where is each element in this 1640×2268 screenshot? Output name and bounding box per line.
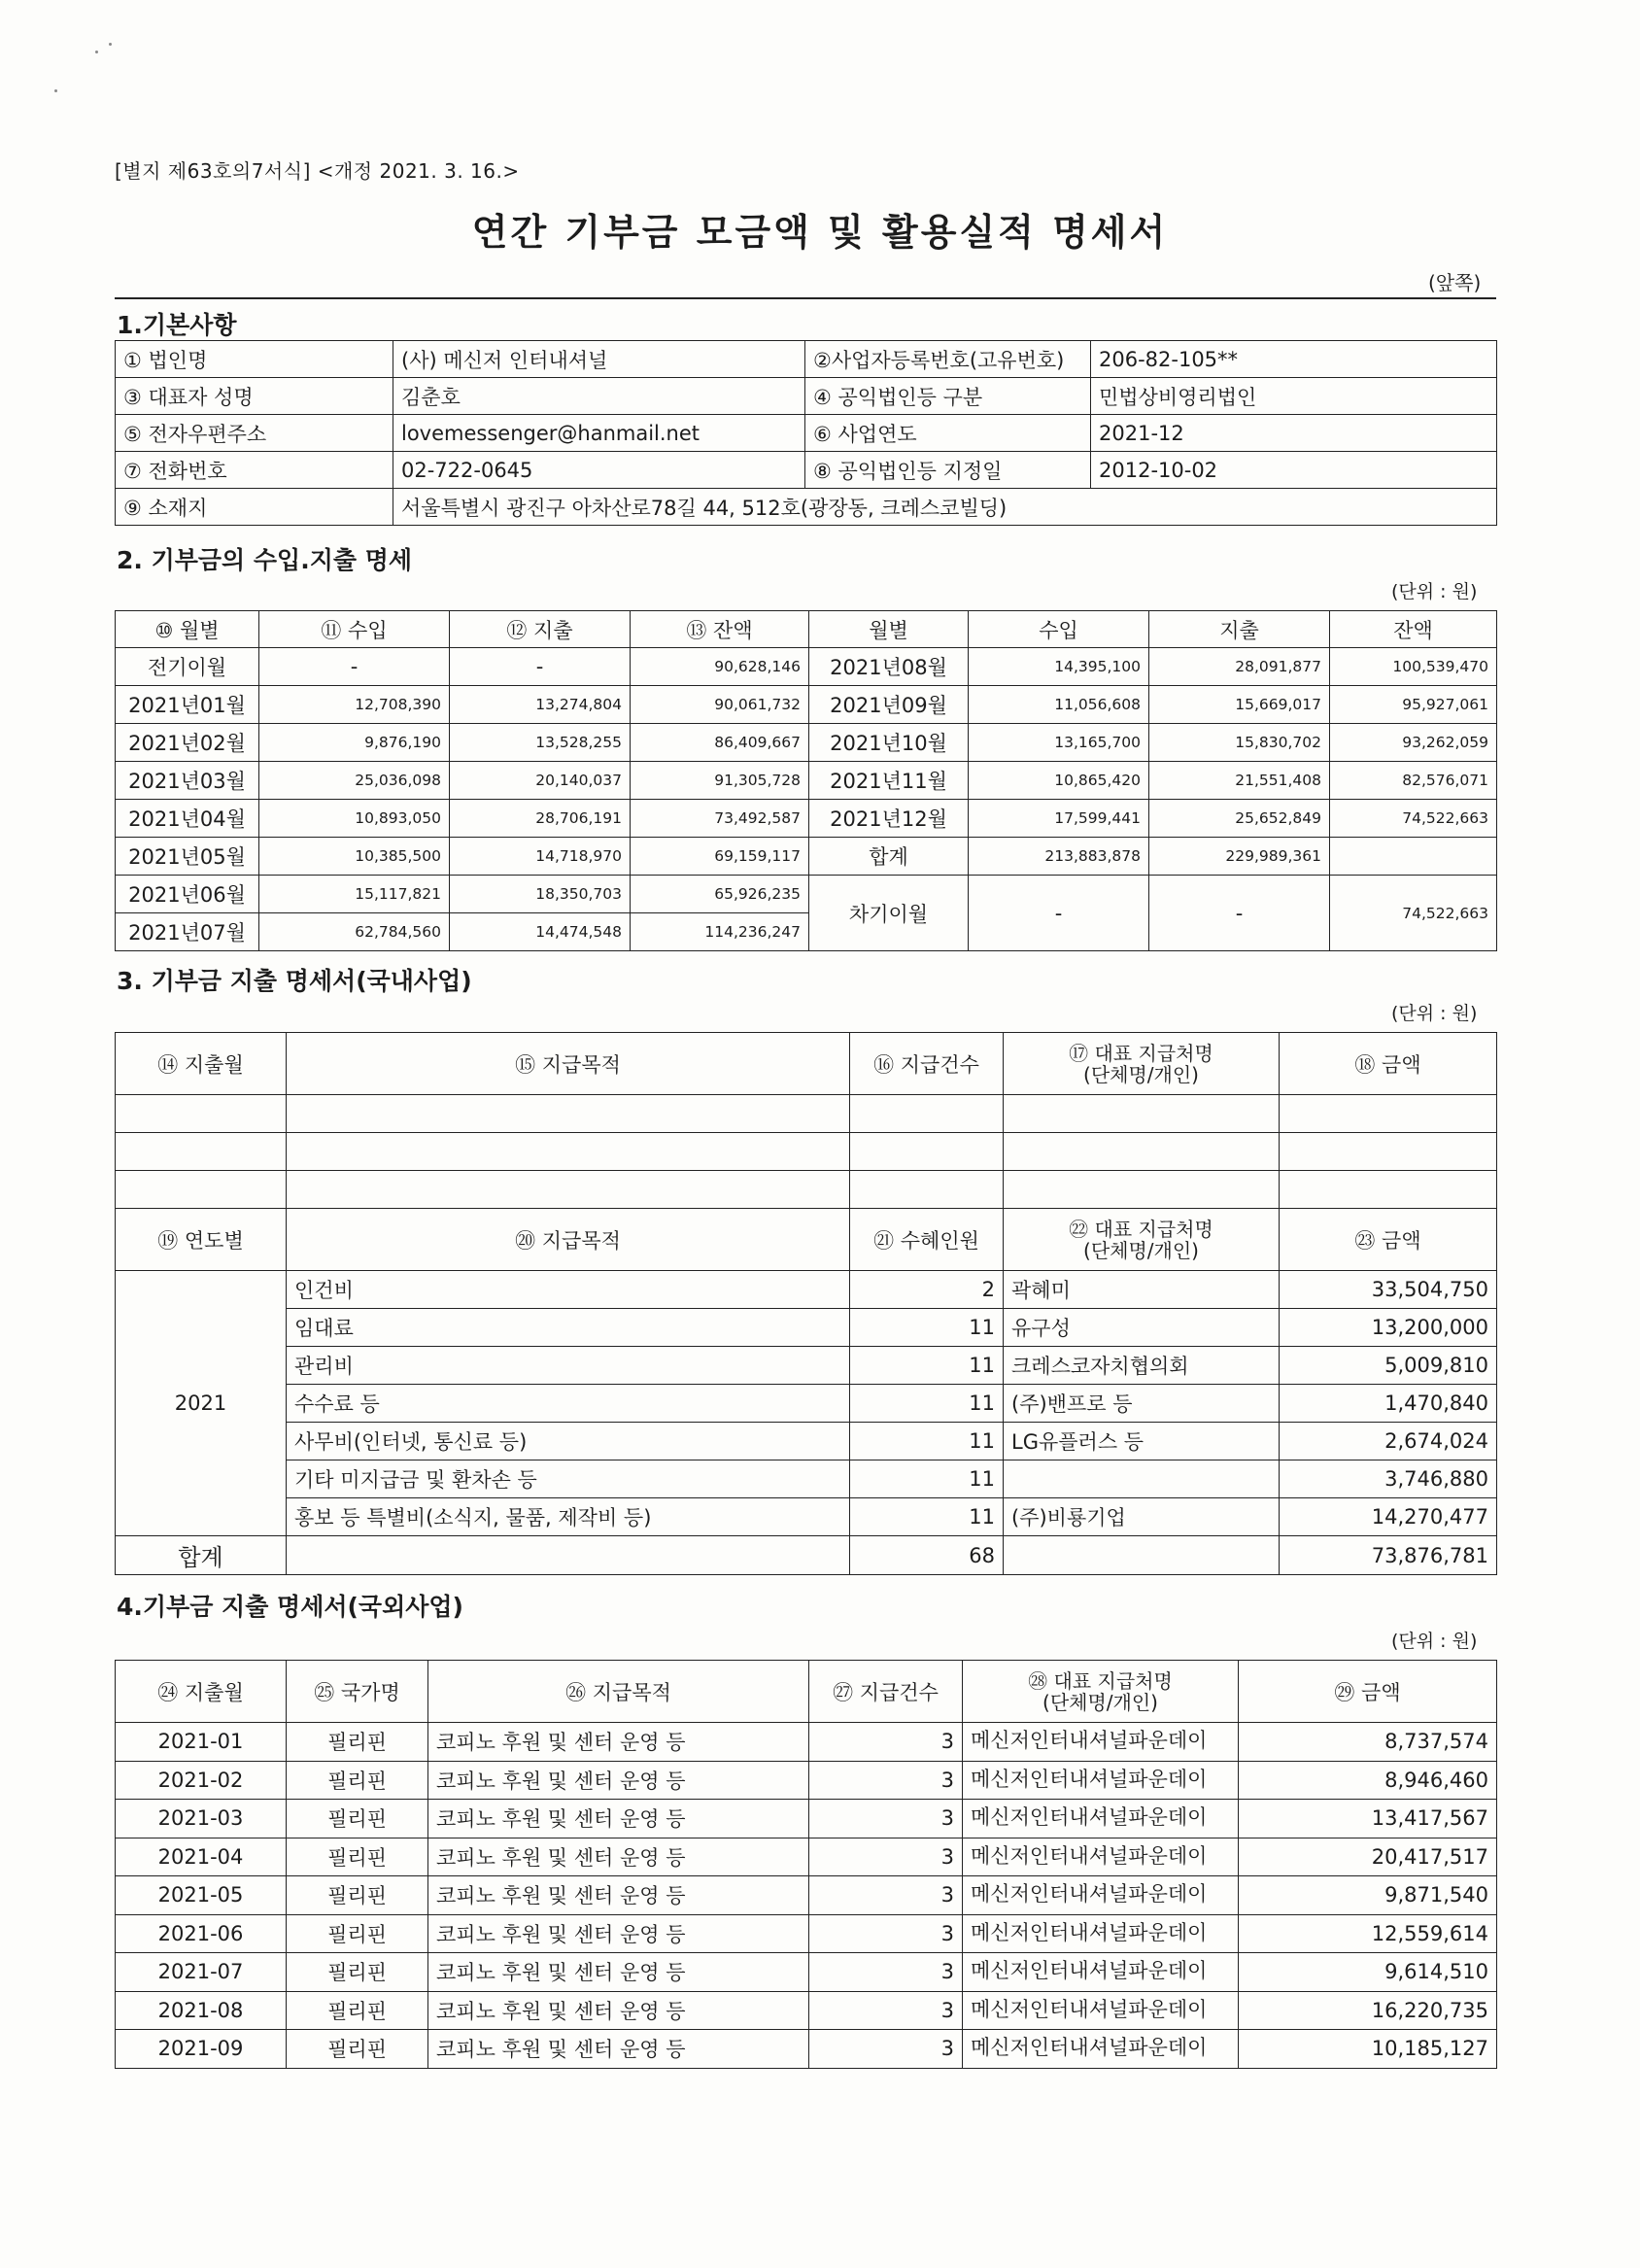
column-header-line2: (단체명/개인) (1083, 1062, 1199, 1086)
column-header: ⑲ 연도별 (116, 1209, 287, 1271)
count-cell: 3 (809, 1953, 963, 1992)
domestic-row (116, 1460, 1497, 1498)
domestic-row (116, 1347, 1497, 1385)
empty-row (116, 1133, 1497, 1171)
overseas-row (116, 1991, 1497, 2030)
empty-cell (1280, 1171, 1497, 1209)
balance-cell: 90,061,732 (631, 686, 809, 724)
expense-cell: 14,474,548 (450, 913, 631, 951)
empty-row (116, 1095, 1497, 1133)
balance-cell: 93,262,059 (1330, 724, 1497, 762)
payee-cell: 메신저인터내셔널파운데이 (963, 1953, 1239, 1992)
income-expense-table (115, 610, 1497, 951)
field-label: ⑤ 전자우편주소 (116, 415, 393, 452)
count-cell: 3 (809, 1800, 963, 1838)
purpose-cell: 코피노 후원 및 센터 운영 등 (428, 1914, 809, 1953)
count-cell: 11 (850, 1309, 1004, 1347)
month-cell: 2021-05 (116, 1876, 287, 1915)
column-header: ⑪ 수입 (259, 611, 450, 648)
column-header: ⑮ 지급목적 (287, 1033, 850, 1095)
income-cell: 62,784,560 (259, 913, 450, 951)
country-cell: 필리핀 (287, 1876, 428, 1915)
column-header: ⑳ 지급목적 (287, 1209, 850, 1271)
column-header (1004, 1033, 1280, 1095)
income-cell: - (969, 876, 1149, 951)
month-cell: 2021년04월 (116, 800, 259, 838)
column-header: ⑫ 지출 (450, 611, 631, 648)
overseas-row (116, 1723, 1497, 1762)
balance-cell: 100,539,470 (1330, 648, 1497, 686)
column-header (963, 1661, 1239, 1723)
empty-cell (1004, 1095, 1280, 1133)
payee-cell: LG유플러스 등 (1004, 1423, 1280, 1460)
payee-cell (1004, 1460, 1280, 1498)
basic-info-row (116, 452, 1497, 489)
column-header-line1: ㉒ 대표 지급처명 (1069, 1217, 1213, 1241)
amount-cell: 5,009,810 (1280, 1347, 1497, 1385)
domestic-header-row-2 (116, 1209, 1497, 1271)
amount-cell: 10,185,127 (1239, 2030, 1497, 2069)
overseas-header-row (116, 1661, 1497, 1723)
month-cell: 2021-09 (116, 2030, 287, 2069)
field-label: ②사업자등록번호(고유번호) (805, 341, 1091, 378)
column-header: 지출 (1149, 611, 1330, 648)
amount-cell: 33,504,750 (1280, 1271, 1497, 1309)
column-header-line2: (단체명/개인) (1083, 1238, 1199, 1262)
payee-cell: 메신저인터내셔널파운데이 (963, 1876, 1239, 1915)
basic-info-row (116, 378, 1497, 415)
column-header: 수입 (969, 611, 1149, 648)
expense-cell: 28,091,877 (1149, 648, 1330, 686)
month-cell: 2021-01 (116, 1723, 287, 1762)
balance-cell: 73,492,587 (631, 800, 809, 838)
count-cell: 11 (850, 1385, 1004, 1423)
balance-cell (1330, 838, 1497, 876)
purpose-cell: 임대료 (287, 1309, 850, 1347)
column-header: ⑭ 지출월 (116, 1033, 287, 1095)
income-expense-row (116, 648, 1497, 686)
total-label: 합계 (809, 838, 969, 876)
overseas-row (116, 1914, 1497, 1953)
amount-cell: 3,746,880 (1280, 1460, 1497, 1498)
count-cell: 3 (809, 1761, 963, 1800)
income-cell: 17,599,441 (969, 800, 1149, 838)
purpose-cell: 기타 미지급금 및 환차손 등 (287, 1460, 850, 1498)
column-header: 잔액 (1330, 611, 1497, 648)
empty-cell (850, 1171, 1004, 1209)
expense-cell: 15,669,017 (1149, 686, 1330, 724)
purpose-cell: 코피노 후원 및 센터 운영 등 (428, 1723, 809, 1762)
payee-cell: 크레스코자치협의회 (1004, 1347, 1280, 1385)
income-cell: 25,036,098 (259, 762, 450, 800)
total-label: 합계 (116, 1536, 287, 1575)
empty-cell (287, 1095, 850, 1133)
column-header (1004, 1209, 1280, 1271)
balance-cell: 74,522,663 (1330, 800, 1497, 838)
purpose-cell: 수수료 등 (287, 1385, 850, 1423)
income-cell: 11,056,608 (969, 686, 1149, 724)
income-cell: 10,865,420 (969, 762, 1149, 800)
income-cell: 213,883,878 (969, 838, 1149, 876)
address-row (116, 489, 1497, 526)
month-cell: 2021년12월 (809, 800, 969, 838)
basic-info-row (116, 341, 1497, 378)
section4-unit: (단위 : 원) (1391, 1631, 1478, 1652)
expense-cell: 14,718,970 (450, 838, 631, 876)
empty-cell (116, 1171, 287, 1209)
column-header-line2: (단체명/개인) (1042, 1690, 1158, 1714)
expense-cell: 21,551,408 (1149, 762, 1330, 800)
column-header-line1: ⑰ 대표 지급처명 (1069, 1041, 1213, 1065)
domestic-expense-table (115, 1032, 1497, 1575)
amount-cell: 13,417,567 (1239, 1800, 1497, 1838)
count-cell: 3 (809, 1723, 963, 1762)
month-cell: 2021년09월 (809, 686, 969, 724)
form-number: [별지 제63호의7서식] <개정 2021. 3. 16.> (115, 159, 520, 183)
income-cell: 14,395,100 (969, 648, 1149, 686)
basic-info-row (116, 415, 1497, 452)
empty-cell (850, 1133, 1004, 1171)
column-header: ⑬ 잔액 (631, 611, 809, 648)
income-expense-row (116, 838, 1497, 876)
payee-cell: 메신저인터내셔널파운데이 (963, 1761, 1239, 1800)
domestic-total-row (116, 1536, 1497, 1575)
section1-heading: 1.기본사항 (117, 311, 237, 339)
column-header: ⑯ 지급건수 (850, 1033, 1004, 1095)
empty-cell (1280, 1133, 1497, 1171)
expense-cell: - (450, 648, 631, 686)
purpose-cell: 코피노 후원 및 센터 운영 등 (428, 1800, 809, 1838)
purpose-cell: 홍보 등 특별비(소식지, 물품, 제작비 등) (287, 1498, 850, 1536)
amount-cell: 14,270,477 (1280, 1498, 1497, 1536)
income-expense-row (116, 724, 1497, 762)
income-expense-row (116, 762, 1497, 800)
empty-cell (1004, 1536, 1280, 1575)
country-cell: 필리핀 (287, 1838, 428, 1876)
month-cell: 2021-03 (116, 1800, 287, 1838)
expense-cell: - (1149, 876, 1330, 951)
purpose-cell: 코피노 후원 및 센터 운영 등 (428, 1991, 809, 2030)
balance-cell: 69,159,117 (631, 838, 809, 876)
month-cell: 2021년05월 (116, 838, 259, 876)
country-cell: 필리핀 (287, 1800, 428, 1838)
income-cell: 10,893,050 (259, 800, 450, 838)
month-cell: 2021-07 (116, 1953, 287, 1992)
domestic-row (116, 1309, 1497, 1347)
country-cell: 필리핀 (287, 1761, 428, 1800)
count-cell: 11 (850, 1460, 1004, 1498)
column-header: ㉗ 지급건수 (809, 1661, 963, 1723)
amount-cell: 8,737,574 (1239, 1723, 1497, 1762)
total-amount: 73,876,781 (1280, 1536, 1497, 1575)
month-cell: 2021년07월 (116, 913, 259, 951)
income-cell: 12,708,390 (259, 686, 450, 724)
expense-cell: 25,652,849 (1149, 800, 1330, 838)
country-cell: 필리핀 (287, 1914, 428, 1953)
section3-unit: (단위 : 원) (1391, 1003, 1478, 1024)
balance-cell: 82,576,071 (1330, 762, 1497, 800)
overseas-expense-table (115, 1660, 1497, 2069)
section4-heading: 4.기부금 지출 명세서(국외사업) (117, 1593, 463, 1621)
overseas-row (116, 1761, 1497, 1800)
month-cell: 2021년08월 (809, 648, 969, 686)
month-cell: 2021-06 (116, 1914, 287, 1953)
empty-cell (116, 1133, 287, 1171)
empty-cell (287, 1171, 850, 1209)
page-side-label: (앞쪽) (1428, 271, 1482, 294)
address-label: ⑨ 소재지 (116, 489, 393, 526)
expense-cell: 229,989,361 (1149, 838, 1330, 876)
income-expense-row (116, 686, 1497, 724)
scan-speck (54, 89, 57, 92)
income-expense-header-row (116, 611, 1497, 648)
purpose-cell: 코피노 후원 및 센터 운영 등 (428, 1761, 809, 1800)
empty-row (116, 1171, 1497, 1209)
count-cell: 3 (809, 1838, 963, 1876)
empty-cell (850, 1095, 1004, 1133)
amount-cell: 8,946,460 (1239, 1761, 1497, 1800)
overseas-row (116, 1953, 1497, 1992)
column-header: ㉙ 금액 (1239, 1661, 1497, 1723)
field-value: 206-82-105** (1091, 341, 1497, 378)
column-header: ⑱ 금액 (1280, 1033, 1497, 1095)
amount-cell: 20,417,517 (1239, 1838, 1497, 1876)
empty-cell (287, 1133, 850, 1171)
overseas-row (116, 1838, 1497, 1876)
total-count: 68 (850, 1536, 1004, 1575)
month-cell: 전기이월 (116, 648, 259, 686)
column-header-line1: ㉘ 대표 지급처명 (1028, 1668, 1173, 1693)
column-header: ㉔ 지출월 (116, 1661, 287, 1723)
overseas-row (116, 2030, 1497, 2069)
column-header: 월별 (809, 611, 969, 648)
count-cell: 3 (809, 1876, 963, 1915)
income-expense-row (116, 800, 1497, 838)
domestic-header-row (116, 1033, 1497, 1095)
balance-cell: 86,409,667 (631, 724, 809, 762)
field-label: ⑧ 공익법인등 지정일 (805, 452, 1091, 489)
empty-cell (1280, 1095, 1497, 1133)
column-header: ㉖ 지급목적 (428, 1661, 809, 1723)
address-value: 서울특별시 광진구 아차산로78길 44, 512호(광장동, 크레스코빌딩) (393, 489, 1497, 526)
amount-cell: 12,559,614 (1239, 1914, 1497, 1953)
count-cell: 3 (809, 1991, 963, 2030)
empty-cell (116, 1095, 287, 1133)
amount-cell: 13,200,000 (1280, 1309, 1497, 1347)
field-value: 02-722-0645 (393, 452, 805, 489)
income-cell: 10,385,500 (259, 838, 450, 876)
purpose-cell: 코피노 후원 및 센터 운영 등 (428, 2030, 809, 2069)
field-label: ③ 대표자 성명 (116, 378, 393, 415)
month-cell: 2021년03월 (116, 762, 259, 800)
section1-top-rule (115, 297, 1496, 299)
country-cell: 필리핀 (287, 2030, 428, 2069)
column-header: ㉑ 수혜인원 (850, 1209, 1004, 1271)
document-title: 연간 기부금 모금액 및 활용실적 명세서 (471, 211, 1169, 254)
expense-cell: 13,528,255 (450, 724, 631, 762)
purpose-cell: 코피노 후원 및 센터 운영 등 (428, 1876, 809, 1915)
income-cell: - (259, 648, 450, 686)
month-cell: 2021년02월 (116, 724, 259, 762)
field-value: 김춘호 (393, 378, 805, 415)
month-cell: 2021년11월 (809, 762, 969, 800)
column-header: ⑩ 월별 (116, 611, 259, 648)
balance-cell: 114,236,247 (631, 913, 809, 951)
column-header: ㉕ 국가명 (287, 1661, 428, 1723)
month-cell: 2021년10월 (809, 724, 969, 762)
count-cell: 3 (809, 1914, 963, 1953)
field-value: 민법상비영리법인 (1091, 378, 1497, 415)
domestic-row (116, 1498, 1497, 1536)
scan-speck (109, 43, 112, 46)
domestic-row (116, 1423, 1497, 1460)
field-label: ④ 공익법인등 구분 (805, 378, 1091, 415)
year-cell: 2021 (116, 1271, 287, 1536)
empty-cell (1004, 1133, 1280, 1171)
field-label: ① 법인명 (116, 341, 393, 378)
count-cell: 3 (809, 2030, 963, 2069)
basic-info-table (115, 340, 1497, 526)
month-cell: 2021-04 (116, 1838, 287, 1876)
section2-unit: (단위 : 원) (1391, 581, 1478, 602)
overseas-row (116, 1800, 1497, 1838)
purpose-cell: 사무비(인터넷, 통신료 등) (287, 1423, 850, 1460)
amount-cell: 2,674,024 (1280, 1423, 1497, 1460)
field-value: (사) 메신저 인터내셔널 (393, 341, 805, 378)
expense-cell: 18,350,703 (450, 876, 631, 913)
field-label: ⑥ 사업연도 (805, 415, 1091, 452)
balance-cell: 90,628,146 (631, 648, 809, 686)
income-expense-row (116, 876, 1497, 913)
country-cell: 필리핀 (287, 1991, 428, 2030)
amount-cell: 16,220,735 (1239, 1991, 1497, 2030)
payee-cell: 메신저인터내셔널파운데이 (963, 1800, 1239, 1838)
income-cell: 15,117,821 (259, 876, 450, 913)
purpose-cell: 인건비 (287, 1271, 850, 1309)
payee-cell: 메신저인터내셔널파운데이 (963, 2030, 1239, 2069)
balance-cell: 74,522,663 (1330, 876, 1497, 951)
amount-cell: 1,470,840 (1280, 1385, 1497, 1423)
payee-cell: 메신저인터내셔널파운데이 (963, 1838, 1239, 1876)
expense-cell: 28,706,191 (450, 800, 631, 838)
empty-cell (1004, 1171, 1280, 1209)
section3-heading: 3. 기부금 지출 명세서(국내사업) (117, 967, 472, 995)
payee-cell: 곽혜미 (1004, 1271, 1280, 1309)
payee-cell: 메신저인터내셔널파운데이 (963, 1914, 1239, 1953)
expense-cell: 15,830,702 (1149, 724, 1330, 762)
country-cell: 필리핀 (287, 1953, 428, 1992)
overseas-row (116, 1876, 1497, 1915)
amount-cell: 9,871,540 (1239, 1876, 1497, 1915)
count-cell: 11 (850, 1347, 1004, 1385)
balance-cell: 95,927,061 (1330, 686, 1497, 724)
payee-cell: 유구성 (1004, 1309, 1280, 1347)
month-cell: 2021년06월 (116, 876, 259, 913)
column-header: ㉓ 금액 (1280, 1209, 1497, 1271)
scan-speck (95, 51, 98, 53)
field-value: lovemessenger@hanmail.net (393, 415, 805, 452)
month-cell: 2021-08 (116, 1991, 287, 2030)
count-cell: 2 (850, 1271, 1004, 1309)
month-cell: 2021-02 (116, 1761, 287, 1800)
field-value: 2012-10-02 (1091, 452, 1497, 489)
section2-heading: 2. 기부금의 수입.지출 명세 (117, 546, 413, 574)
empty-cell (287, 1536, 850, 1575)
domestic-row (116, 1271, 1497, 1309)
payee-cell: 메신저인터내셔널파운데이 (963, 1991, 1239, 2030)
count-cell: 11 (850, 1423, 1004, 1460)
expense-cell: 20,140,037 (450, 762, 631, 800)
amount-cell: 9,614,510 (1239, 1953, 1497, 1992)
payee-cell: (주)밴프로 등 (1004, 1385, 1280, 1423)
count-cell: 11 (850, 1498, 1004, 1536)
balance-cell: 65,926,235 (631, 876, 809, 913)
field-value: 2021-12 (1091, 415, 1497, 452)
payee-cell: (주)비룡기업 (1004, 1498, 1280, 1536)
balance-cell: 91,305,728 (631, 762, 809, 800)
income-cell: 13,165,700 (969, 724, 1149, 762)
domestic-row (116, 1385, 1497, 1423)
purpose-cell: 관리비 (287, 1347, 850, 1385)
month-cell: 2021년01월 (116, 686, 259, 724)
income-cell: 9,876,190 (259, 724, 450, 762)
country-cell: 필리핀 (287, 1723, 428, 1762)
purpose-cell: 코피노 후원 및 센터 운영 등 (428, 1953, 809, 1992)
field-label: ⑦ 전화번호 (116, 452, 393, 489)
carry-forward-label: 차기이월 (809, 876, 969, 951)
purpose-cell: 코피노 후원 및 센터 운영 등 (428, 1838, 809, 1876)
payee-cell: 메신저인터내셔널파운데이 (963, 1723, 1239, 1762)
expense-cell: 13,274,804 (450, 686, 631, 724)
